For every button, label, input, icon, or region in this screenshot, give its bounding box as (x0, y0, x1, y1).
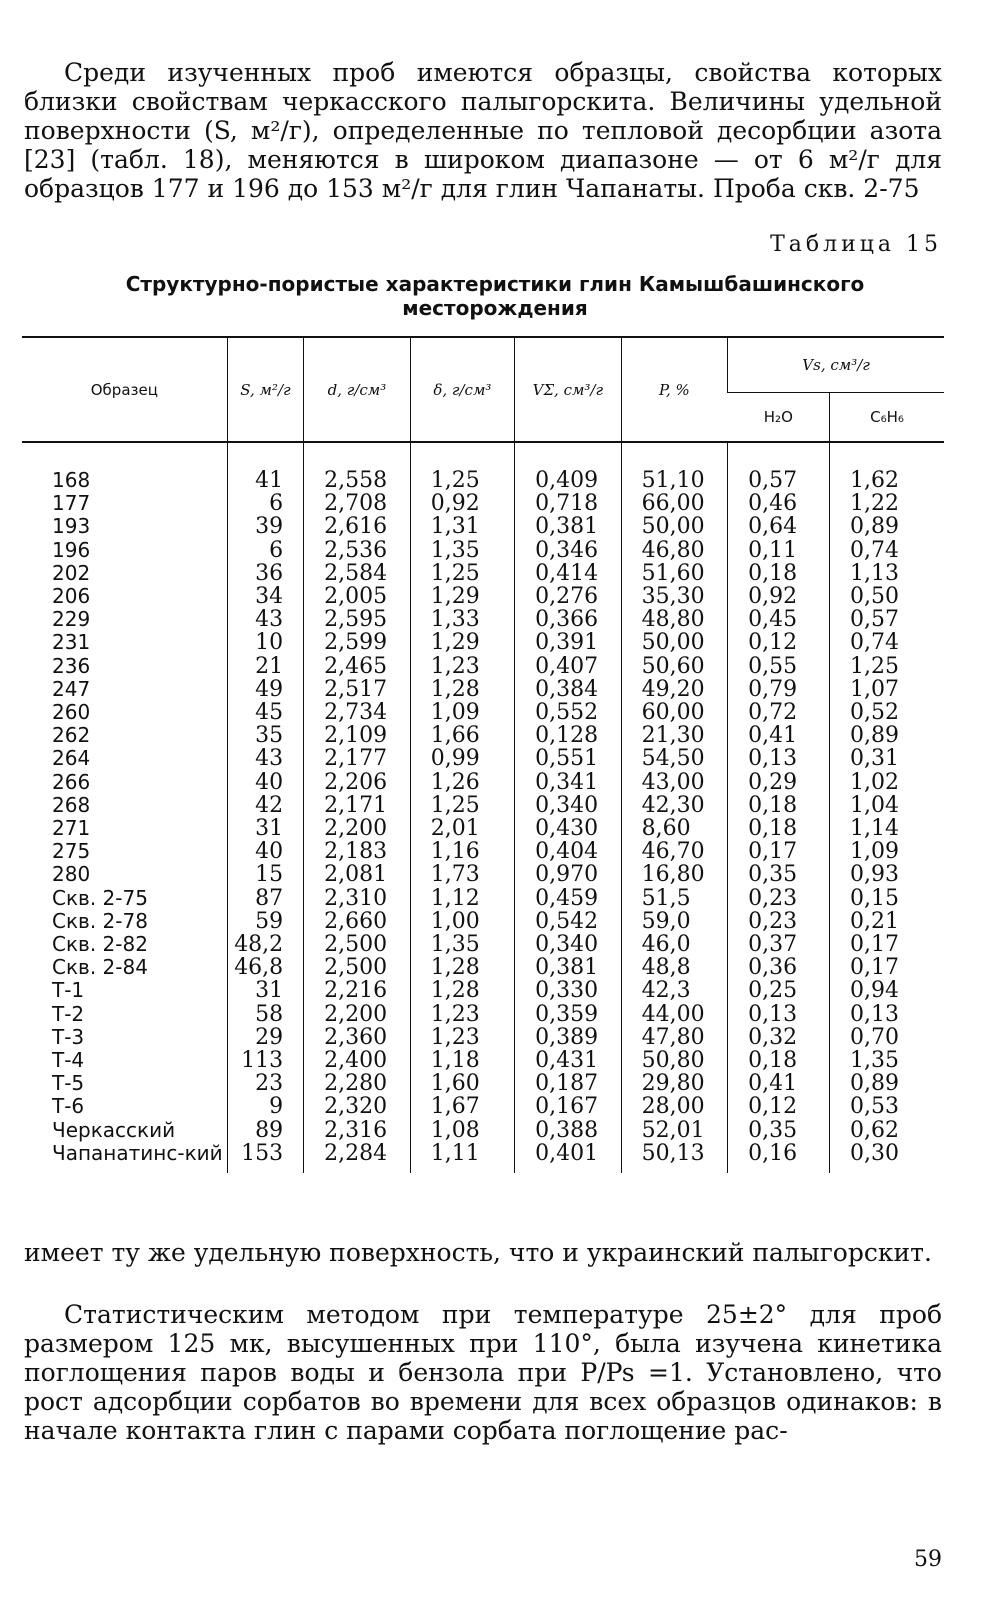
cell-h2o: 0,12 (728, 631, 830, 654)
cell-delta: 1,31 (410, 515, 514, 538)
cell-d: 2,536 (304, 539, 411, 562)
cell-vsum: 0,340 (515, 794, 622, 817)
cell-p: 66,00 (621, 492, 728, 515)
cell-sample: 206 (52, 584, 91, 609)
cell-c6h6: 0,70 (830, 1026, 945, 1049)
cell-sample: 177 (52, 491, 91, 516)
cell-c6h6: 0,30 (830, 1142, 945, 1173)
cell-s: 59 (227, 910, 304, 933)
cell-vsum: 0,167 (515, 1095, 622, 1118)
cell-c6h6: 0,89 (830, 515, 945, 538)
cell-vsum: 0,430 (515, 817, 622, 840)
cell-d: 2,708 (304, 492, 411, 515)
cell-vsum: 0,330 (515, 979, 622, 1002)
cell-c6h6: 1,25 (830, 655, 945, 678)
table-row (22, 1049, 944, 1072)
cell-sample: Черкасский (52, 1117, 176, 1142)
cell-p: 59,0 (621, 910, 728, 933)
cell-h2o: 0,18 (728, 562, 830, 585)
cell-d: 2,177 (304, 747, 411, 770)
table-row (22, 840, 944, 863)
cell-delta: 1,11 (410, 1142, 514, 1173)
cell-p: 48,8 (621, 956, 728, 979)
cell-c6h6: 1,04 (830, 794, 945, 817)
cell-p: 50,00 (621, 515, 728, 538)
cell-s: 49 (227, 678, 304, 701)
cell-h2o: 0,13 (728, 1003, 830, 1026)
cell-vsum: 0,381 (515, 956, 622, 979)
cell-s: 43 (227, 747, 304, 770)
cell-d: 2,216 (304, 979, 411, 1002)
cell-c6h6: 1,14 (830, 817, 945, 840)
cell-h2o: 0,41 (728, 724, 830, 747)
table-title: Структурно-пористые характеристики глин Камышбашинского месторождения (125, 272, 865, 320)
cell-s: 35 (227, 724, 304, 747)
cell-sample: Т-4 (52, 1048, 85, 1073)
cell-d: 2,500 (304, 956, 411, 979)
cell-s: 89 (227, 1119, 304, 1142)
cell-delta: 1,09 (410, 701, 514, 724)
cell-vsum: 0,414 (515, 562, 622, 585)
header-vsum: VΣ, см³/г (515, 337, 622, 442)
cell-vsum: 0,551 (515, 747, 622, 770)
cell-sample: 202 (52, 560, 91, 585)
cell-h2o: 0,12 (728, 1095, 830, 1118)
cell-delta: 1,25 (410, 442, 514, 492)
cell-p: 50,60 (621, 655, 728, 678)
cell-h2o: 0,72 (728, 701, 830, 724)
cell-p: 46,80 (621, 539, 728, 562)
cell-d: 2,465 (304, 655, 411, 678)
cell-p: 8,60 (621, 817, 728, 840)
cell-d: 2,171 (304, 794, 411, 817)
table-row (22, 1072, 944, 1095)
header-p: P, % (621, 337, 728, 442)
cell-s: 153 (227, 1142, 304, 1173)
cell-vsum: 0,381 (515, 515, 622, 538)
cell-delta: 1,29 (410, 585, 514, 608)
cell-delta: 1,16 (410, 840, 514, 863)
table-row (22, 1026, 944, 1049)
paragraph-kinetics: Статистическим методом при температуре 25±2° для проб размером 125 мк, высушенных при 110°, была изучена кинетика поглощения паров воды и бензола при P/Ps =1. Установлено, что рост адсорбции сорбатов во времени для всех образцов одинаков: в начале контакта глин с парами сорбата поглощение рас- (24, 1300, 942, 1445)
cell-d: 2,400 (304, 1049, 411, 1072)
cell-delta: 1,25 (410, 794, 514, 817)
cell-delta: 1,26 (410, 771, 514, 794)
cell-vsum: 0,401 (515, 1142, 622, 1173)
cell-h2o: 0,55 (728, 655, 830, 678)
cell-sample: 262 (52, 723, 91, 748)
cell-delta: 2,01 (410, 817, 514, 840)
cell-h2o: 0,23 (728, 910, 830, 933)
table-row (22, 701, 944, 724)
cell-c6h6: 1,02 (830, 771, 945, 794)
header-d: d, г/см³ (304, 337, 411, 442)
cell-h2o: 0,11 (728, 539, 830, 562)
cell-c6h6: 1,62 (830, 442, 945, 492)
cell-delta: 1,35 (410, 933, 514, 956)
cell-s: 31 (227, 817, 304, 840)
cell-delta: 1,23 (410, 655, 514, 678)
cell-s: 87 (227, 887, 304, 910)
cell-p: 42,3 (621, 979, 728, 1002)
cell-delta: 1,67 (410, 1095, 514, 1118)
cell-s: 6 (227, 539, 304, 562)
cell-c6h6: 1,09 (830, 840, 945, 863)
cell-d: 2,206 (304, 771, 411, 794)
cell-h2o: 0,45 (728, 608, 830, 631)
cell-s: 39 (227, 515, 304, 538)
cell-d: 2,558 (304, 442, 411, 492)
cell-vsum: 0,128 (515, 724, 622, 747)
cell-h2o: 0,79 (728, 678, 830, 701)
cell-delta: 1,60 (410, 1072, 514, 1095)
table-row (22, 979, 944, 1002)
cell-s: 31 (227, 979, 304, 1002)
cell-sample: 196 (52, 537, 91, 562)
cell-p: 42,30 (621, 794, 728, 817)
cell-sample: Т-5 (52, 1071, 85, 1096)
cell-p: 44,00 (621, 1003, 728, 1026)
cell-vsum: 0,366 (515, 608, 622, 631)
cell-c6h6: 0,74 (830, 631, 945, 654)
cell-p: 51,5 (621, 887, 728, 910)
table-row (22, 794, 944, 817)
header-c6h6: C₆H₆ (830, 393, 945, 443)
cell-p: 51,10 (621, 442, 728, 492)
cell-c6h6: 1,07 (830, 678, 945, 701)
cell-vsum: 0,187 (515, 1072, 622, 1095)
cell-d: 2,109 (304, 724, 411, 747)
cell-h2o: 0,13 (728, 747, 830, 770)
cell-p: 29,80 (621, 1072, 728, 1095)
cell-h2o: 0,57 (728, 442, 830, 492)
cell-vsum: 0,409 (515, 442, 622, 492)
cell-delta: 1,66 (410, 724, 514, 747)
cell-sample: 236 (52, 653, 91, 678)
cell-d: 2,284 (304, 1142, 411, 1173)
cell-s: 23 (227, 1072, 304, 1095)
cell-d: 2,360 (304, 1026, 411, 1049)
cell-p: 50,00 (621, 631, 728, 654)
cell-delta: 1,00 (410, 910, 514, 933)
cell-p: 46,70 (621, 840, 728, 863)
cell-c6h6: 0,31 (830, 747, 945, 770)
table-row (22, 956, 944, 979)
cell-d: 2,005 (304, 585, 411, 608)
cell-d: 2,200 (304, 1003, 411, 1026)
table-row (22, 933, 944, 956)
cell-c6h6: 0,13 (830, 1003, 945, 1026)
cell-delta: 0,92 (410, 492, 514, 515)
cell-c6h6: 0,21 (830, 910, 945, 933)
cell-sample: Т-3 (52, 1024, 85, 1049)
cell-h2o: 0,32 (728, 1026, 830, 1049)
cell-vsum: 0,340 (515, 933, 622, 956)
cell-s: 40 (227, 771, 304, 794)
table-row (22, 608, 944, 631)
table-row (22, 442, 944, 492)
cell-c6h6: 0,57 (830, 608, 945, 631)
cell-d: 2,280 (304, 1072, 411, 1095)
table-row (22, 1003, 944, 1026)
cell-s: 43 (227, 608, 304, 631)
cell-h2o: 0,35 (728, 1119, 830, 1142)
cell-s: 36 (227, 562, 304, 585)
cell-delta: 1,28 (410, 956, 514, 979)
cell-c6h6: 0,52 (830, 701, 945, 724)
cell-c6h6: 0,89 (830, 1072, 945, 1095)
table-row (22, 515, 944, 538)
cell-sample: Т-1 (52, 978, 85, 1003)
table-row (22, 562, 944, 585)
table-row (22, 678, 944, 701)
cell-sample: Т-2 (52, 1001, 85, 1026)
cell-vsum: 0,552 (515, 701, 622, 724)
cell-h2o: 0,18 (728, 817, 830, 840)
cell-d: 2,320 (304, 1095, 411, 1118)
cell-delta: 1,29 (410, 631, 514, 654)
cell-s: 29 (227, 1026, 304, 1049)
cell-delta: 0,99 (410, 747, 514, 770)
cell-delta: 1,73 (410, 863, 514, 886)
paragraph-intro: Среди изученных проб имеются образцы, свойства которых близки свойствам черкасского палыгорскита. Величины удельной поверхности (S, м²/г), определенные по тепловой десорбции азота [23] (табл. 18), меняются в широком диапазоне — от 6 м²/г для образцов 177 и 196 до 153 м²/г для глин Чапанаты. Проба скв. 2-75 (24, 58, 942, 203)
cell-p: 47,80 (621, 1026, 728, 1049)
cell-delta: 1,35 (410, 539, 514, 562)
cell-delta: 1,23 (410, 1026, 514, 1049)
cell-p: 50,80 (621, 1049, 728, 1072)
cell-sample: 271 (52, 816, 91, 841)
cell-h2o: 0,18 (728, 794, 830, 817)
page-number: 59 (914, 1547, 942, 1572)
cell-sample: 247 (52, 676, 91, 701)
table-number: Таблица 15 (770, 232, 942, 257)
cell-d: 2,734 (304, 701, 411, 724)
cell-d: 2,616 (304, 515, 411, 538)
cell-d: 2,584 (304, 562, 411, 585)
cell-p: 51,60 (621, 562, 728, 585)
table-row (22, 1142, 944, 1173)
cell-sample: 268 (52, 792, 91, 817)
table-row (22, 863, 944, 886)
cell-sample: 264 (52, 746, 91, 771)
cell-vsum: 0,431 (515, 1049, 622, 1072)
cell-delta: 1,28 (410, 678, 514, 701)
header-h2o: H₂O (728, 393, 830, 443)
cell-vsum: 0,276 (515, 585, 622, 608)
cell-delta: 1,18 (410, 1049, 514, 1072)
cell-h2o: 0,23 (728, 887, 830, 910)
cell-vsum: 0,718 (515, 492, 622, 515)
cell-h2o: 0,16 (728, 1142, 830, 1173)
header-delta: δ, г/см³ (410, 337, 514, 442)
header-vs: Vs, см³/г (728, 337, 944, 393)
cell-vsum: 0,404 (515, 840, 622, 863)
table-row (22, 771, 944, 794)
cell-p: 46,0 (621, 933, 728, 956)
table-row (22, 585, 944, 608)
cell-c6h6: 0,15 (830, 887, 945, 910)
cell-vsum: 0,459 (515, 887, 622, 910)
cell-c6h6: 0,93 (830, 863, 945, 886)
cell-h2o: 0,29 (728, 771, 830, 794)
cell-d: 2,183 (304, 840, 411, 863)
table-row (22, 817, 944, 840)
cell-p: 35,30 (621, 585, 728, 608)
cell-d: 2,316 (304, 1119, 411, 1142)
cell-p: 60,00 (621, 701, 728, 724)
cell-sample: 231 (52, 630, 91, 655)
cell-sample: 229 (52, 607, 91, 632)
cell-c6h6: 0,50 (830, 585, 945, 608)
cell-c6h6: 0,17 (830, 933, 945, 956)
table-row (22, 655, 944, 678)
cell-s: 58 (227, 1003, 304, 1026)
cell-sample: Скв. 2-82 (52, 932, 148, 957)
cell-d: 2,595 (304, 608, 411, 631)
cell-p: 54,50 (621, 747, 728, 770)
cell-c6h6: 1,22 (830, 492, 945, 515)
cell-d: 2,081 (304, 863, 411, 886)
cell-sample: 280 (52, 862, 91, 887)
cell-vsum: 0,384 (515, 678, 622, 701)
cell-vsum: 0,970 (515, 863, 622, 886)
cell-vsum: 0,389 (515, 1026, 622, 1049)
table-row (22, 1119, 944, 1142)
cell-d: 2,500 (304, 933, 411, 956)
cell-p: 52,01 (621, 1119, 728, 1142)
cell-sample: Т-6 (52, 1094, 85, 1119)
cell-vsum: 0,407 (515, 655, 622, 678)
cell-vsum: 0,388 (515, 1119, 622, 1142)
cell-d: 2,200 (304, 817, 411, 840)
cell-p: 49,20 (621, 678, 728, 701)
cell-s: 21 (227, 655, 304, 678)
cell-d: 2,517 (304, 678, 411, 701)
cell-sample: 168 (52, 468, 91, 492)
cell-s: 6 (227, 492, 304, 515)
cell-p: 16,80 (621, 863, 728, 886)
cell-p: 28,00 (621, 1095, 728, 1118)
cell-s: 46,8 (227, 956, 304, 979)
cell-p: 43,00 (621, 771, 728, 794)
header-sample: Образец (90, 380, 158, 399)
cell-sample: Скв. 2-84 (52, 955, 148, 980)
cell-h2o: 0,25 (728, 979, 830, 1002)
table-row (22, 1095, 944, 1118)
cell-h2o: 0,46 (728, 492, 830, 515)
table-body (22, 442, 944, 1173)
cell-vsum: 0,346 (515, 539, 622, 562)
cell-d: 2,310 (304, 887, 411, 910)
cell-c6h6: 1,35 (830, 1049, 945, 1072)
cell-s: 45 (227, 701, 304, 724)
cell-s: 9 (227, 1095, 304, 1118)
cell-h2o: 0,18 (728, 1049, 830, 1072)
cell-vsum: 0,542 (515, 910, 622, 933)
cell-p: 48,80 (621, 608, 728, 631)
cell-c6h6: 0,53 (830, 1095, 945, 1118)
cell-s: 34 (227, 585, 304, 608)
cell-delta: 1,28 (410, 979, 514, 1002)
table-row (22, 747, 944, 770)
cell-c6h6: 0,17 (830, 956, 945, 979)
table-row (22, 539, 944, 562)
cell-sample: Скв. 2-75 (52, 885, 148, 910)
cell-s: 42 (227, 794, 304, 817)
cell-h2o: 0,36 (728, 956, 830, 979)
cell-h2o: 0,92 (728, 585, 830, 608)
cell-s: 48,2 (227, 933, 304, 956)
cell-sample: 275 (52, 839, 91, 864)
cell-h2o: 0,35 (728, 863, 830, 886)
cell-s: 15 (227, 863, 304, 886)
cell-c6h6: 0,94 (830, 979, 945, 1002)
cell-sample: Чапанатинс-кий (52, 1140, 223, 1165)
cell-c6h6: 0,89 (830, 724, 945, 747)
cell-h2o: 0,64 (728, 515, 830, 538)
data-table (22, 336, 944, 1173)
header-s: S, м²/г (227, 337, 304, 442)
cell-c6h6: 0,74 (830, 539, 945, 562)
cell-sample: 266 (52, 769, 91, 794)
cell-h2o: 0,41 (728, 1072, 830, 1095)
cell-s: 10 (227, 631, 304, 654)
cell-c6h6: 1,13 (830, 562, 945, 585)
cell-delta: 1,25 (410, 562, 514, 585)
cell-sample: 260 (52, 700, 91, 725)
table-row (22, 631, 944, 654)
cell-d: 2,599 (304, 631, 411, 654)
cell-delta: 1,12 (410, 887, 514, 910)
cell-delta: 1,23 (410, 1003, 514, 1026)
cell-h2o: 0,17 (728, 840, 830, 863)
cell-sample: 193 (52, 514, 91, 539)
cell-s: 41 (227, 442, 304, 492)
table-row (22, 910, 944, 933)
cell-h2o: 0,37 (728, 933, 830, 956)
cell-vsum: 0,341 (515, 771, 622, 794)
table-row (22, 492, 944, 515)
cell-delta: 1,08 (410, 1119, 514, 1142)
cell-p: 21,30 (621, 724, 728, 747)
table-row (22, 724, 944, 747)
cell-d: 2,660 (304, 910, 411, 933)
paragraph-continuation: имеет ту же удельную поверхность, что и украинский палыгорскит. (24, 1238, 932, 1267)
cell-s: 113 (227, 1049, 304, 1072)
cell-c6h6: 0,62 (830, 1119, 945, 1142)
cell-sample: Скв. 2-78 (52, 908, 148, 933)
cell-p: 50,13 (621, 1142, 728, 1173)
cell-s: 40 (227, 840, 304, 863)
cell-vsum: 0,359 (515, 1003, 622, 1026)
cell-vsum: 0,391 (515, 631, 622, 654)
table-row (22, 887, 944, 910)
cell-delta: 1,33 (410, 608, 514, 631)
